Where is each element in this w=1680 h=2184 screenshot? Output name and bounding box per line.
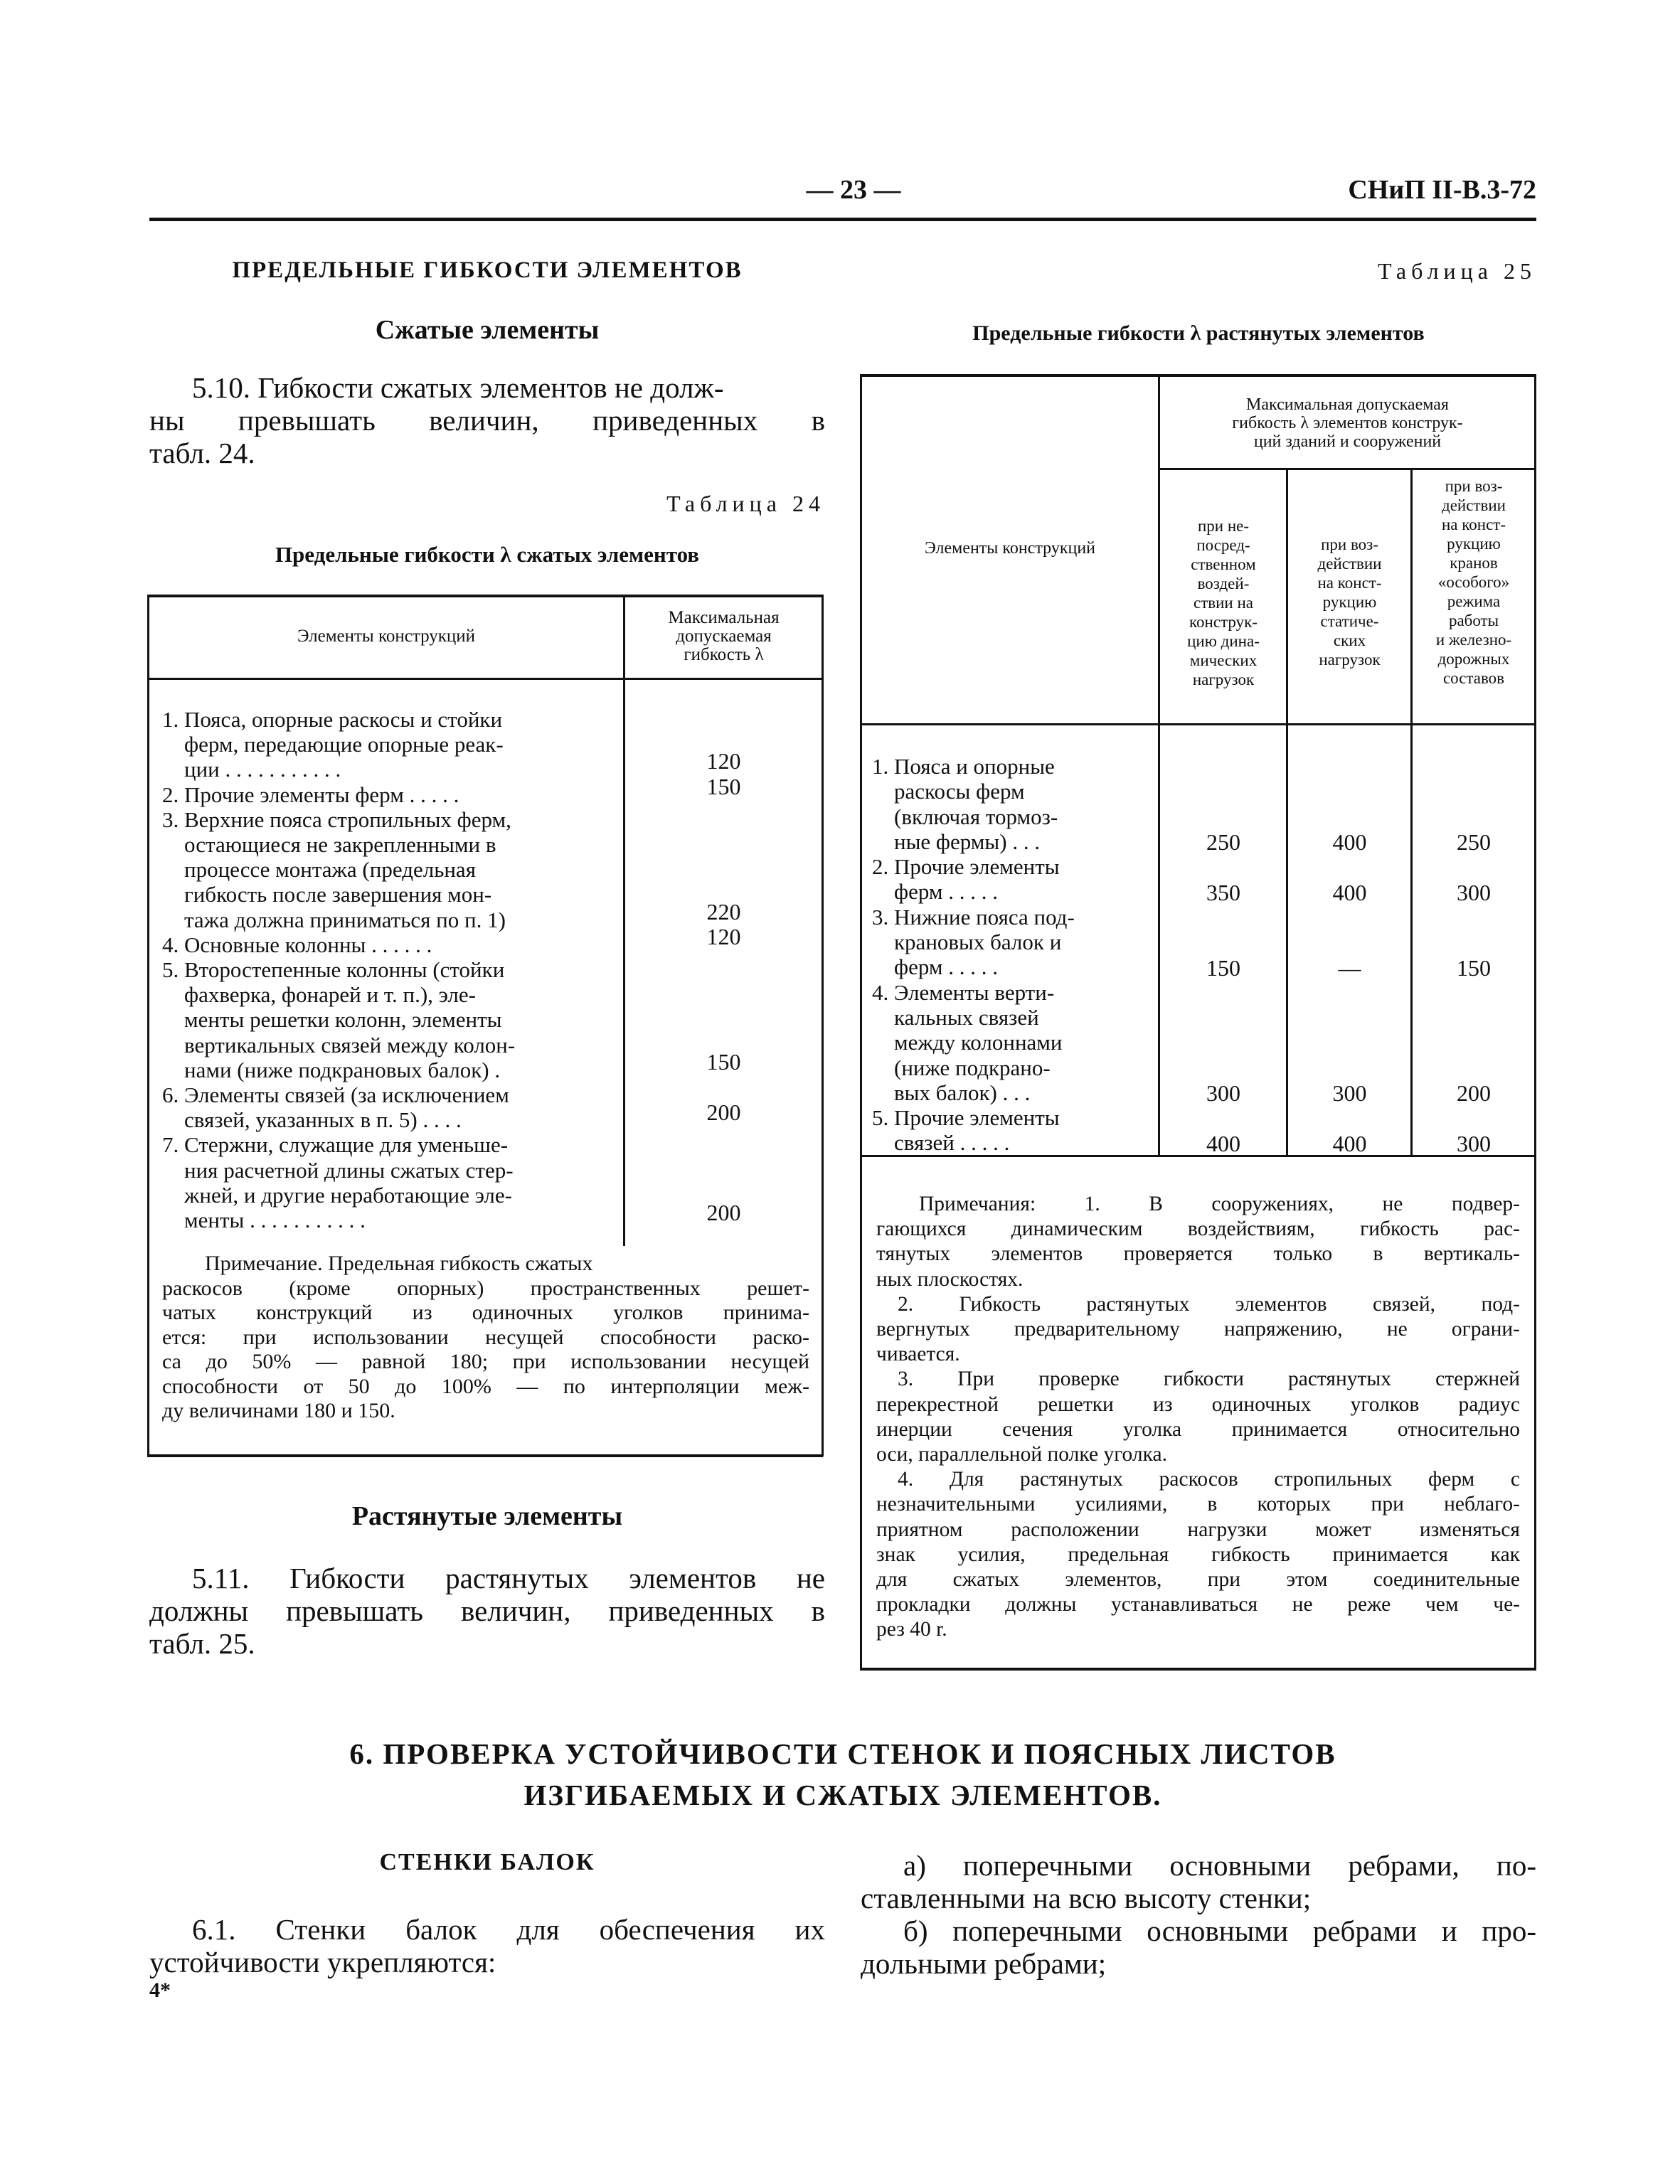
table25-line: (включая тормоз- [872,804,1058,829]
section6-title-line1: 6. ПРОВЕРКА УСТОЙЧИВОСТИ СТЕНОК И ПОЯСНЫХ ЛИСТОВ [349,1737,1336,1770]
table24-line: ния расчетной длины сжатых стер- [162,1157,514,1183]
note-line: рез 40 r. [876,1618,947,1641]
head-line: действии [1317,555,1382,572]
doc-code: СНиП II-В.3-72 [1348,175,1536,205]
table25-line: связей . . . . . [872,1130,1010,1156]
table24-right-rule [822,595,824,1456]
table24-line: 5. Второстепенные колонны (стойки [162,957,505,983]
table24-top-rule [147,595,823,597]
table24-head-rule [147,678,823,680]
table25-value: 300 [1457,880,1491,905]
table24-items [162,707,617,1232]
table25-col-rule-1 [1158,374,1160,1156]
note-line: 2. Гибкость растянутых элементов связей, под- [898,1292,1520,1316]
table25-head-rule [860,723,1536,725]
p511-line: должны превышать величин, приведенных в [149,1594,825,1627]
head-line: при воз- [1445,477,1503,495]
table25-col-rule-2 [1286,468,1288,1156]
table25-value: 400 [1332,829,1367,855]
table24-line: гибкость после завершения мон- [162,882,492,907]
head-line: посред- [1196,536,1250,554]
head-line: конструк- [1189,613,1258,631]
head-line: статиче- [1320,612,1379,630]
table25-value: 250 [1206,829,1240,855]
table25-line: ные фермы) . . . [872,829,1041,854]
note-line: способности от 50 до 100% — по интерполяции меж- [162,1374,809,1398]
note-line: чатых конструкций из одиночных уголков принима- [162,1301,809,1324]
table24-bottom-rule [147,1454,823,1457]
table25-line: 1. Пояса и опорные [872,754,1055,779]
subheading-compressed: Сжатые элементы [375,315,600,345]
table24-line: нами (ниже подкрановых балок) . [162,1057,501,1082]
head-line: ций зданий и сооружений [1253,432,1442,451]
p510-line: 5.10. Гибкости сжатых элементов не долж- [192,371,724,404]
note-line: Примечание. Предельная гибкость сжатых [205,1252,593,1275]
table24-value: 120 [706,748,741,774]
head-line: Максимальная [668,608,780,627]
table25-col-rule-3 [1410,468,1413,1156]
table25-line: 5. Прочие элементы [872,1105,1060,1131]
table24-line: ции . . . . . . . . . . . [162,757,341,782]
head-line: нагрузок [1319,651,1381,668]
table24-line: ферм, передающие опорные реак- [162,732,504,757]
section-title: ПРЕДЕЛЬНЫЕ ГИБКОСТИ ЭЛЕМЕНТОВ [232,257,743,283]
header-rule [149,218,1536,221]
table24-line: связей, указанных в п. 5) . . . . [162,1107,462,1133]
table24-line: процессе монтажа (предельная [162,857,476,883]
subheading-walls: СТЕНКИ БАЛОК [379,1849,595,1875]
note-line: 3. При проверке гибкости растянутых стержней [898,1368,1520,1391]
note-line: для сжатых элементов, при этом соединительные [876,1568,1520,1592]
table24-value: 120 [706,924,741,949]
note-line: гающихся динамическим воздействиям, гибкость рас- [876,1218,1520,1241]
head-line: гибкость λ элементов конструк- [1232,414,1463,432]
note-line: са до 50% — равной 180; при использовании несущей [162,1350,809,1373]
table24-line: фахверка, фонарей и т. п.), эле- [162,982,476,1008]
p511-line: 5.11. Гибкости растянутых элементов не [192,1562,825,1594]
note-line: приятном расположении нагрузки может изменяться [876,1518,1520,1541]
head-line: кранов [1450,554,1498,572]
table25-line: кальных связей [872,1004,1039,1030]
head-line: дорожных [1437,650,1510,668]
head-line: Максимальная допускаемая [1246,395,1449,414]
p510-line: табл. 24. [149,437,255,469]
section6-right-text [861,1849,1536,1980]
table24-value: 220 [706,899,741,925]
head-line: на конст- [1441,516,1506,533]
table25-value: 200 [1457,1080,1491,1106]
table24-line: остающиеся не закрепленными в [162,832,496,858]
table25-bottom-rule [860,1668,1536,1671]
table25-value: 150 [1206,955,1240,981]
head-line: составов [1442,669,1505,687]
table24-head-col2 [626,609,822,664]
page-number: — 23 — [806,175,901,205]
note-line: вергнутых предварительному напряжению, не ограни- [876,1318,1520,1341]
table25-head-sub2 [1289,535,1410,669]
note-line: незначительными усилиями, в которых при неблаго- [876,1493,1520,1516]
note-line: инерции сечения уголка принимается относительно [876,1417,1520,1441]
note-line: ется: при использовании несущей способности раско- [162,1325,809,1349]
head-line: воздей- [1197,575,1250,592]
table24-line: 6. Элементы связей (за исключением [162,1082,509,1108]
table25-value: 300 [1332,1080,1367,1106]
table25-value: 350 [1206,880,1240,905]
table25-items [872,754,1157,1156]
note-line: ных плоскостях. [876,1267,1024,1291]
note-line: оси, параллельной полке уголка. [876,1443,1167,1466]
head-line: гибкость λ [684,645,764,664]
table25-value: — [1338,955,1361,981]
note-line: прокладки должны устанавливаться не реже чем че- [876,1593,1520,1616]
table25-line: 3. Нижние пояса под- [872,904,1075,929]
paragraph-6-1 [149,1913,825,1978]
table24-value: 200 [706,1200,741,1225]
table25-line: 4. Элементы верти- [872,979,1055,1005]
table24-line: 7. Стержни, служащие для уменьше- [162,1132,509,1158]
table25-value: 400 [1332,880,1367,905]
table24-note [162,1252,809,1424]
table25-line: ферм . . . . . [872,879,998,905]
table25-line: (ниже подкрано- [872,1055,1051,1080]
table25-notes [876,1192,1520,1643]
right-line: ставленными на всю высоту стенки; [861,1882,1312,1914]
table25-line: вых балок) . . . [872,1080,1031,1105]
head-line: рукцию [1322,593,1377,611]
footer-mark: 4* [149,1978,171,2002]
note-line: ду величинами 180 и 150. [162,1399,395,1422]
head-line: рукцию [1447,535,1501,553]
head-line: на конст- [1317,574,1382,592]
table25-line: между колоннами [872,1030,1063,1055]
table25-head-sub3 [1413,476,1534,688]
head-line: и железно- [1435,631,1512,649]
table24-label: Таблица 24 [666,491,825,516]
table25-value: 400 [1206,1131,1240,1156]
note-line: 4. Для растянутых раскосов стропильных ферм с [898,1468,1520,1491]
table25-line: крановых балок и [872,929,1062,955]
table24-value: 200 [706,1099,741,1125]
note-line: Примечания: 1. В сооружениях, не подвер- [919,1193,1520,1215]
section6-title-line2: ИЗГИБАЕМЫХ И СЖАТЫХ ЭЛЕМЕНТОВ. [523,1779,1162,1811]
table24-line: менты . . . . . . . . . . . [162,1208,366,1233]
head-line: цию дина- [1187,632,1260,650]
table25-head-group [1161,395,1534,451]
table24-line: 2. Прочие элементы ферм . . . . . [162,782,459,807]
head-line: нагрузок [1192,671,1255,688]
table25-head-sub1 [1161,516,1286,689]
head-line: ственном [1191,555,1256,573]
table25-value: 300 [1457,1131,1491,1156]
note-line: чивается. [876,1343,960,1366]
table24-head-col1: Элементы конструкций [297,627,476,646]
head-line: ских [1333,632,1366,649]
head-line: действии [1442,496,1506,514]
p510-line: ны превышать величин, приведенных в [149,404,825,437]
table24-line: 4. Основные колонны . . . . . . [162,932,432,957]
table25-value: 250 [1457,829,1491,855]
head-line: режима [1447,592,1501,610]
table24-line: 3. Верхние пояса стропильных ферм, [162,806,511,832]
table25-label: Таблица 25 [1378,258,1536,284]
table24-col-rule [623,595,625,1246]
subheading-tensioned: Растянутые элементы [351,1501,623,1531]
table25-line: ферм . . . . . [872,954,998,980]
head-line: при воз- [1321,536,1378,553]
note-line: перекрестной решетки из одиночных уголков радиус [876,1392,1520,1416]
note-line: тянутых элементов проверяется только в вертикаль- [876,1242,1520,1266]
table25-line: раскосы ферм [872,779,1025,804]
head-line: допускаемая [676,627,772,646]
head-line: при не- [1197,517,1250,535]
p61-line: устойчивости укрепляются: [149,1946,496,1978]
p511-line: табл. 25. [149,1627,255,1660]
right-line: а) поперечными основными ребрами, по- [903,1849,1536,1882]
head-line: мических [1189,651,1258,669]
table24-line: 1. Пояса, опорные раскосы и стойки [162,707,503,732]
table25-value: 300 [1206,1080,1240,1106]
table24-line: менты решетки колонн, элементы [162,1007,502,1033]
head-line: «особого» [1437,573,1510,591]
head-line: работы [1448,612,1499,629]
right-line: дольными ребрами; [861,1947,1107,1980]
table25-left-rule [860,374,862,1670]
table24-title: Предельные гибкости λ сжатых элементов [275,542,700,567]
table25-title: Предельные гибкости λ растянутых элементов [972,321,1425,345]
table25-value: 150 [1457,955,1491,981]
table25-head-col1: Элементы конструкций [924,539,1096,558]
table24-line: вертикальных связей между колон- [162,1032,516,1058]
table25-line: 2. Прочие элементы [872,854,1060,880]
paragraph-5-11 [149,1562,825,1660]
table24-value: 150 [706,1049,741,1075]
paragraph-5-10 [149,371,825,469]
table25-top-rule [860,374,1536,377]
table25-group-rule [1158,468,1536,470]
table24-left-rule [147,595,149,1456]
table24-value: 150 [706,774,741,799]
table25-right-rule [1534,374,1536,1670]
table24-line: жней, и другие неработающие эле- [162,1182,512,1208]
table25-value: 400 [1332,1131,1367,1156]
note-line: раскосов (кроме опорных) пространственных решет- [162,1276,809,1300]
right-line: б) поперечными основными ребрами и про- [903,1914,1536,1947]
table24-line: тажа должна приниматься по п. 1) [162,907,506,932]
note-line: знак усилия, предельная гибкость принимается как [876,1543,1520,1566]
head-line: ствии на [1193,594,1253,612]
p61-line: 6.1. Стенки балок для обеспечения их [192,1913,825,1946]
